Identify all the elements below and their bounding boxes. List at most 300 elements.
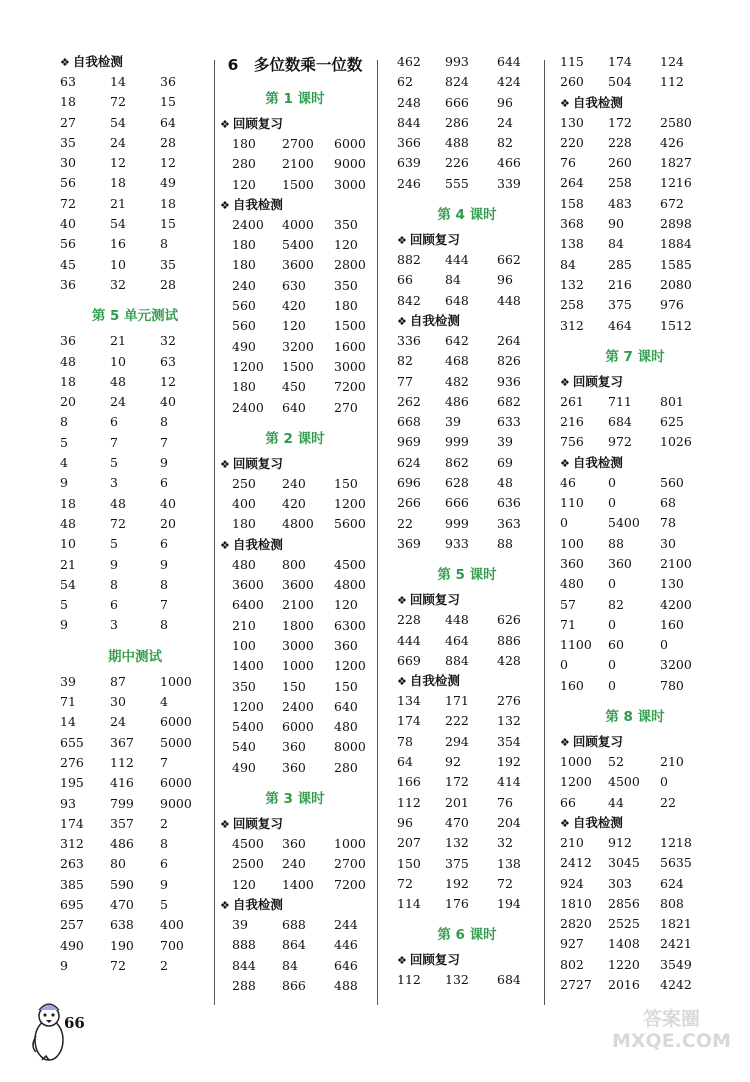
answer-value: 420 <box>282 496 306 512</box>
answer-row <box>60 936 210 956</box>
answer-value: 10 <box>60 536 76 552</box>
answer-row <box>60 214 210 234</box>
answer-row <box>397 793 537 813</box>
answer-value: 270 <box>334 399 358 415</box>
answer-value: 2700 <box>282 136 314 151</box>
answer-value: 2100 <box>282 156 314 172</box>
exercise-label: ❖ 回顾复习 <box>220 114 370 134</box>
answer-value: 360 <box>560 555 584 571</box>
exercise-label: ❖ 自我检测 <box>560 813 710 833</box>
answer-value: 448 <box>445 612 469 628</box>
answer-row <box>60 773 210 793</box>
answer-row <box>397 72 537 92</box>
answer-value: 1500 <box>282 358 314 374</box>
answer-value: 682 <box>497 393 521 409</box>
answer-value: 8 <box>60 414 68 430</box>
answer-value: 2800 <box>334 257 366 273</box>
answer-value: 82 <box>608 596 624 612</box>
answer-value: 40 <box>160 495 176 511</box>
answer-value: 160 <box>560 677 584 693</box>
answer-value: 276 <box>60 754 84 770</box>
answer-value: 32 <box>110 276 126 292</box>
exercise-label: ❖ 自我检测 <box>397 311 537 331</box>
answer-value: 2100 <box>282 597 314 613</box>
section-heading: 第 1 课时 <box>265 91 325 107</box>
answer-row <box>60 854 210 874</box>
section-heading: 第 6 课时 <box>437 927 497 944</box>
answer-value: 385 <box>60 876 84 892</box>
answer-value: 0 <box>608 576 616 592</box>
answer-value: 924 <box>560 875 584 891</box>
answer-value: 3200 <box>660 657 692 673</box>
answer-row <box>397 174 537 194</box>
answer-value: 1200 <box>334 658 366 674</box>
answer-value: 174 <box>60 815 84 831</box>
answer-value: 936 <box>497 373 521 389</box>
answer-row <box>397 854 537 874</box>
answer-value: 7200 <box>334 876 366 892</box>
answer-value: 9000 <box>334 156 366 172</box>
answer-value: 8 <box>160 617 168 633</box>
answer-row <box>220 697 370 717</box>
answer-row <box>60 194 210 214</box>
answer-value: 400 <box>232 496 256 512</box>
answer-row <box>560 574 710 594</box>
answer-value: 626 <box>497 612 521 628</box>
answer-value: 4500 <box>232 836 264 852</box>
answer-value: 780 <box>660 677 684 693</box>
answer-value: 138 <box>560 236 584 252</box>
answer-row <box>560 554 710 574</box>
answer-value: 6 <box>160 856 168 872</box>
answer-row <box>397 153 537 173</box>
answer-value: 1400 <box>282 876 314 892</box>
page-number: 66 <box>64 1014 85 1032</box>
answer-value: 257 <box>60 917 84 933</box>
answer-row <box>220 235 370 255</box>
answer-value: 54 <box>60 576 76 592</box>
answer-value: 226 <box>445 155 469 171</box>
answer-value: 9 <box>60 475 68 491</box>
answer-value: 414 <box>497 774 521 790</box>
answer-value: 158 <box>560 195 584 211</box>
answer-row <box>560 934 710 954</box>
answer-value: 756 <box>560 434 584 450</box>
answer-value: 662 <box>497 252 521 268</box>
watermark-line: MXQE.COM <box>612 1030 731 1052</box>
answer-value: 2898 <box>660 216 692 232</box>
answer-value: 63 <box>160 353 176 369</box>
answer-value: 808 <box>660 895 684 911</box>
answer-value: 180 <box>232 379 256 395</box>
answer-column-4 <box>560 52 710 995</box>
answer-value: 560 <box>232 318 256 334</box>
answer-value: 312 <box>560 317 584 333</box>
answer-value: 30 <box>660 535 676 551</box>
answer-value: 2500 <box>232 856 264 872</box>
answer-value: 10 <box>110 353 126 369</box>
answer-row <box>560 676 710 696</box>
answer-value: 3 <box>110 617 118 633</box>
answer-value: 6000 <box>160 775 192 791</box>
answer-row <box>560 894 710 914</box>
answer-row <box>397 453 537 473</box>
answer-row <box>60 733 210 753</box>
answer-value: 630 <box>282 277 306 293</box>
answer-value: 112 <box>660 74 684 90</box>
answer-row <box>60 895 210 915</box>
answer-value: 250 <box>232 475 256 491</box>
answer-value: 20 <box>60 394 76 410</box>
answer-value: 999 <box>445 515 469 531</box>
answer-value: 8 <box>160 836 168 852</box>
answer-value: 84 <box>445 272 461 288</box>
answer-value: 4242 <box>660 976 692 992</box>
chapter-title: 6 多位数乘一位数 <box>227 56 363 74</box>
answer-value: 2856 <box>608 895 640 911</box>
answer-row <box>220 154 370 174</box>
answer-value: 93 <box>60 795 76 811</box>
answer-row <box>397 331 537 351</box>
answer-value: 912 <box>608 834 632 850</box>
answer-value: 933 <box>445 535 469 551</box>
exercise-label: ❖ 回顾复习 <box>560 732 710 752</box>
answer-value: 486 <box>110 836 134 852</box>
answer-value: 64 <box>160 114 176 130</box>
answer-value: 8 <box>160 576 168 592</box>
answer-value: 6 <box>160 536 168 552</box>
answer-value: 625 <box>660 414 684 430</box>
answer-value: 0 <box>608 657 616 673</box>
answer-value: 264 <box>560 175 584 191</box>
answer-value: 826 <box>497 353 521 369</box>
answer-row <box>220 656 370 676</box>
answer-row <box>397 270 537 290</box>
answer-value: 240 <box>282 475 306 491</box>
answer-value: 369 <box>397 535 421 551</box>
answer-value: 48 <box>497 475 513 491</box>
answer-value: 416 <box>110 775 134 791</box>
answer-value: 4800 <box>282 516 314 532</box>
section-heading: 第 3 课时 <box>265 791 325 808</box>
answer-value: 490 <box>60 937 84 953</box>
answer-value: 15 <box>160 216 176 232</box>
answer-row <box>560 534 710 554</box>
answer-value: 204 <box>497 814 521 830</box>
answer-row <box>560 295 710 315</box>
answer-value: 54 <box>110 216 126 232</box>
answer-value: 628 <box>445 475 469 491</box>
column-divider <box>544 60 545 1005</box>
answer-value: 4 <box>60 455 68 471</box>
answer-value: 192 <box>445 875 469 891</box>
answer-value: 62 <box>397 74 413 90</box>
answer-value: 0 <box>560 515 568 531</box>
answer-value: 1100 <box>560 637 592 653</box>
answer-value: 444 <box>397 632 421 648</box>
answer-row <box>560 975 710 995</box>
answer-row <box>397 52 537 72</box>
answer-row <box>220 134 370 154</box>
answer-value: 1026 <box>660 434 692 450</box>
answer-value: 54 <box>110 114 126 130</box>
answer-row <box>220 854 370 874</box>
answer-value: 802 <box>560 956 584 972</box>
answer-value: 72 <box>110 515 126 531</box>
answer-value: 1000 <box>160 673 192 689</box>
answer-value: 90 <box>608 216 624 232</box>
answer-row <box>397 351 537 371</box>
answer-value: 63 <box>60 74 76 89</box>
answer-value: 22 <box>397 515 413 531</box>
answer-value: 1408 <box>608 936 640 952</box>
answer-row <box>60 595 210 615</box>
answer-value: 210 <box>660 754 684 770</box>
answer-row <box>220 398 370 418</box>
answer-value: 240 <box>282 856 306 872</box>
answer-value: 470 <box>110 896 134 912</box>
answer-row <box>60 133 210 153</box>
answer-value: 96 <box>497 272 513 288</box>
answer-value: 40 <box>160 394 176 410</box>
answer-row <box>60 473 210 493</box>
answer-value: 450 <box>282 379 306 395</box>
answer-value: 246 <box>397 175 421 191</box>
answer-row <box>397 970 537 990</box>
answer-value: 636 <box>497 495 521 511</box>
answer-row <box>560 72 710 92</box>
answer-value: 39 <box>497 434 513 450</box>
answer-value: 624 <box>397 454 421 470</box>
answer-row <box>60 372 210 392</box>
answer-value: 21 <box>60 556 76 572</box>
answer-row <box>60 331 210 351</box>
answer-value: 375 <box>445 855 469 871</box>
answer-value: 66 <box>397 272 413 288</box>
answer-value: 696 <box>397 475 421 491</box>
answer-row <box>397 392 537 412</box>
answer-value: 624 <box>660 875 684 891</box>
answer-value: 1827 <box>660 155 692 171</box>
answer-value: 56 <box>60 236 76 252</box>
answer-value: 3 <box>110 475 118 491</box>
answer-value: 488 <box>334 977 358 993</box>
answer-value: 48 <box>60 515 76 531</box>
answer-row <box>60 514 210 534</box>
answer-row <box>560 513 710 533</box>
answer-value: 470 <box>445 814 469 830</box>
answer-value: 286 <box>445 114 469 130</box>
answer-value: 40 <box>60 216 76 232</box>
answer-value: 5000 <box>160 734 192 750</box>
answer-column-1 <box>60 52 210 976</box>
answer-value: 969 <box>397 434 421 450</box>
answer-value: 9 <box>160 876 168 892</box>
answer-value: 7 <box>160 597 168 613</box>
answer-value: 0 <box>660 774 668 790</box>
answer-row <box>560 833 710 853</box>
answer-value: 640 <box>282 399 306 415</box>
answer-value: 30 <box>110 694 126 710</box>
answer-value: 842 <box>397 292 421 308</box>
answer-value: 134 <box>397 693 421 709</box>
answer-value: 844 <box>397 114 421 130</box>
answer-value: 2412 <box>560 855 592 871</box>
answer-value: 444 <box>445 252 469 268</box>
answer-value: 639 <box>397 155 421 171</box>
answer-value: 180 <box>334 298 358 314</box>
answer-value: 210 <box>560 834 584 850</box>
answer-value: 16 <box>110 236 126 252</box>
answer-value: 1000 <box>560 754 592 770</box>
answer-value: 2016 <box>608 976 640 992</box>
answer-value: 52 <box>608 754 624 770</box>
answer-row <box>220 494 370 514</box>
answer-value: 72 <box>110 94 126 110</box>
answer-value: 666 <box>445 495 469 511</box>
answer-row <box>60 555 210 575</box>
answer-value: 363 <box>497 515 521 531</box>
answer-value: 72 <box>60 195 76 211</box>
answer-row <box>397 691 537 711</box>
answer-row <box>560 874 710 894</box>
answer-value: 66 <box>560 794 576 810</box>
answer-row <box>60 672 210 692</box>
answer-value: 28 <box>160 134 176 150</box>
answer-row <box>560 234 710 254</box>
answer-row <box>397 412 537 432</box>
answer-value: 3000 <box>334 176 366 192</box>
exercise-label: ❖ 自我检测 <box>397 671 537 691</box>
answer-value: 862 <box>445 454 469 470</box>
answer-value: 700 <box>160 937 184 953</box>
answer-value: 7 <box>110 434 118 450</box>
answer-row <box>397 651 537 671</box>
answer-value: 2080 <box>660 276 692 292</box>
answer-value: 9 <box>60 957 68 973</box>
answer-row <box>397 874 537 894</box>
answer-value: 672 <box>660 195 684 211</box>
answer-row <box>220 215 370 235</box>
answer-row <box>560 793 710 813</box>
answer-value: 12 <box>110 155 126 171</box>
answer-row <box>220 956 370 976</box>
answer-value: 195 <box>60 775 84 791</box>
answer-column-2 <box>220 52 370 996</box>
answer-value: 3549 <box>660 956 692 972</box>
answer-value: 3600 <box>282 257 314 273</box>
answer-row <box>60 153 210 173</box>
answer-value: 71 <box>60 694 76 710</box>
answer-value: 711 <box>608 393 632 409</box>
answer-value: 266 <box>397 495 421 511</box>
answer-value: 1500 <box>334 318 366 334</box>
answer-row <box>60 575 210 595</box>
answer-value: 160 <box>660 616 684 632</box>
answer-row <box>60 875 210 895</box>
answer-value: 350 <box>334 277 358 293</box>
answer-value: 642 <box>445 332 469 348</box>
answer-value: 24 <box>110 714 126 730</box>
answer-row <box>60 173 210 193</box>
section-heading: 期中测试 <box>108 648 162 665</box>
answer-value: 866 <box>282 977 306 993</box>
answer-value: 84 <box>560 256 576 272</box>
answer-row <box>397 133 537 153</box>
answer-value: 27 <box>60 114 76 130</box>
answer-value: 6000 <box>334 136 366 151</box>
exercise-label: ❖ 自我检测 <box>220 535 370 555</box>
answer-value: 4 <box>160 694 168 710</box>
answer-value: 48 <box>110 495 126 511</box>
answer-row <box>560 412 710 432</box>
answer-value: 110 <box>560 495 584 511</box>
answer-value: 4800 <box>334 577 366 593</box>
answer-value: 258 <box>608 175 632 191</box>
answer-row <box>560 473 710 493</box>
answer-value: 228 <box>397 612 421 628</box>
answer-value: 72 <box>397 875 413 891</box>
answer-value: 482 <box>445 373 469 389</box>
answer-row <box>560 615 710 635</box>
section-heading: 第 2 课时 <box>265 430 325 447</box>
answer-row <box>220 337 370 357</box>
answer-value: 360 <box>608 555 632 571</box>
answer-value: 4500 <box>334 556 366 572</box>
answer-value: 174 <box>397 713 421 729</box>
answer-value: 0 <box>608 677 616 693</box>
answer-value: 39 <box>232 916 248 932</box>
answer-value: 262 <box>397 393 421 409</box>
answer-row <box>220 555 370 575</box>
answer-row <box>397 473 537 493</box>
answer-value: 10 <box>110 256 126 272</box>
answer-value: 1200 <box>334 496 366 512</box>
answer-value: 3000 <box>282 637 314 653</box>
answer-value: 280 <box>334 759 358 775</box>
answer-row <box>560 955 710 975</box>
answer-value: 120 <box>282 318 306 334</box>
answer-value: 96 <box>397 814 413 830</box>
answer-value: 18 <box>160 195 176 211</box>
answer-value: 138 <box>497 855 521 871</box>
answer-row <box>220 474 370 494</box>
answer-row <box>220 875 370 895</box>
answer-row <box>397 534 537 554</box>
answer-value: 78 <box>397 733 413 749</box>
answer-value: 490 <box>232 759 256 775</box>
answer-value: 18 <box>60 495 76 511</box>
answer-value: 3600 <box>232 577 264 593</box>
answer-value: 5 <box>110 536 118 552</box>
answer-value: 4000 <box>282 216 314 232</box>
answer-value: 92 <box>445 754 461 770</box>
answer-value: 207 <box>397 835 421 851</box>
answer-value: 448 <box>497 292 521 308</box>
answer-value: 261 <box>560 393 584 409</box>
answer-value: 280 <box>232 156 256 172</box>
answer-row <box>397 813 537 833</box>
answer-row <box>220 357 370 377</box>
answer-row <box>560 432 710 452</box>
answer-value: 360 <box>282 739 306 755</box>
answer-value: 1000 <box>334 836 366 852</box>
answer-value: 1585 <box>660 256 692 272</box>
answer-value: 100 <box>232 637 256 653</box>
answer-value: 303 <box>608 875 632 891</box>
answer-value: 864 <box>282 937 306 953</box>
answer-row <box>560 153 710 173</box>
